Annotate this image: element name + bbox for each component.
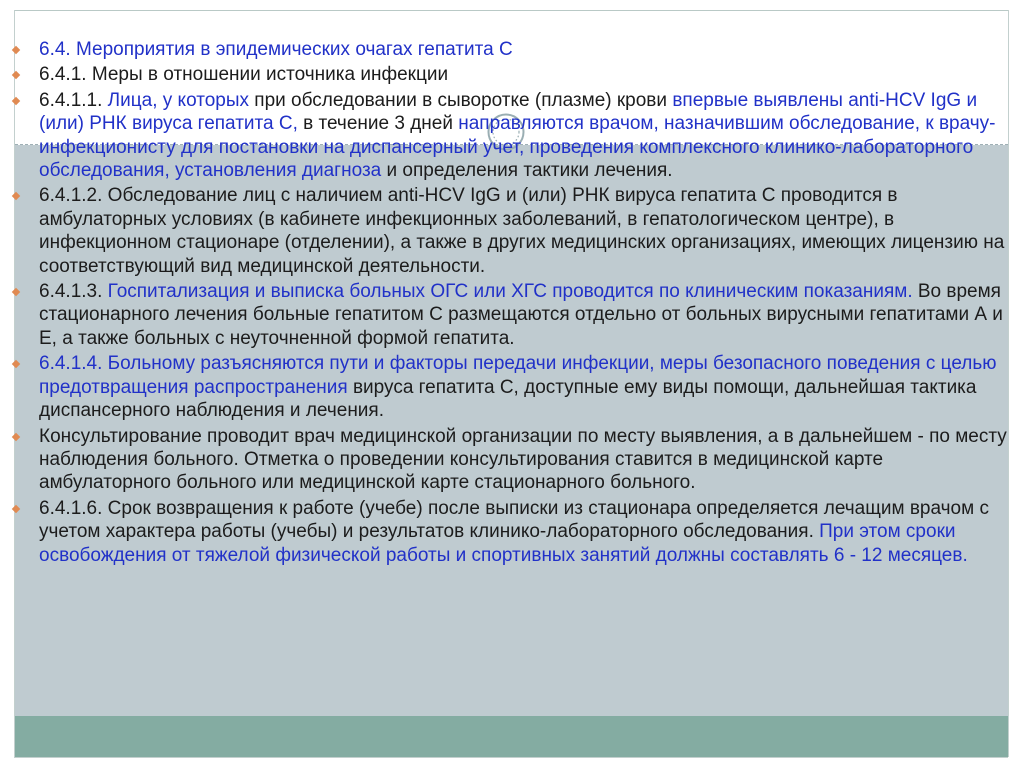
frame-bottom-border <box>14 757 1008 758</box>
highlighted-text: Госпитализация и выписка больных ОГС или ХГС проводится по клиническим показаниям. <box>107 281 913 303</box>
highlighted-text: впервые выявлены anti-HCV IgG и (или) РНК вируса гепатита С, <box>39 89 978 135</box>
footer-bar <box>15 716 1008 757</box>
bullet-item <box>0 89 1010 183</box>
bullet-diamond-icon <box>12 71 20 79</box>
highlighted-text: 6.4.1.4. Больному разъясняются пути и факторы передачи инфекции, меры безопасного поведения с целью предотвращения распространения <box>39 353 997 398</box>
bullet-diamond-icon <box>12 97 20 105</box>
bullet-item <box>0 280 1010 350</box>
body-text: и определения тактики лечения. <box>381 160 673 182</box>
body-text: при обследовании в сыворотке (плазме) крови <box>249 89 673 111</box>
body-text: в течение 3 дней <box>297 113 459 135</box>
slide-content <box>0 38 1010 569</box>
bullet-diamond-icon <box>12 288 20 296</box>
bullet-diamond-icon <box>12 46 20 54</box>
body-text: Консультирование проводит врач медицинской организации по месту выявления, а в дальнейшем - по месту наблюдения больного. Отметка о проведении консультирования ставится в медицинской карте амбулаторного больного или медицинской карте стационарного больного. <box>39 425 1007 494</box>
bullet-diamond-icon <box>12 504 20 512</box>
body-text: вируса гепатита С, доступные ему виды помощи, дальнейшая тактика диспансерного наблюдения и лечения. <box>39 376 977 422</box>
bullet-item <box>0 38 1010 61</box>
bullet-diamond-icon <box>12 360 20 368</box>
highlighted-text: Лица, у которых <box>107 89 249 111</box>
bullet-diamond-icon <box>12 432 20 440</box>
bullet-item <box>0 184 1010 278</box>
highlighted-text: При этом сроки освобождения от тяжелой физической работы и спортивных занятий должны составлять 6 - 12 месяцев. <box>39 521 968 566</box>
highlighted-text: направляются врачом, назначившим обследование, к врачу-инфекционисту для постановки на диспансерный учет, проведения комплексного клинико-лабораторного обследования, установления диагноза <box>39 113 996 182</box>
bullet-item <box>0 63 1010 86</box>
bullet-item <box>0 425 1010 495</box>
body-text: 6.4.1.6. Срок возвращения к работе (учебе) после выписки из стационара определяется лечащим врачом с учетом характера работы (учебы) и результатов клинико-лабораторного обследования. <box>39 497 989 543</box>
frame-top-border <box>14 10 1008 11</box>
body-text: 6.4.1. Меры в отношении источника инфекции <box>39 64 449 86</box>
highlighted-text: 6.4. Мероприятия в эпидемических очагах гепатита С <box>39 39 513 60</box>
body-text: 6.4.1.2. Обследование лиц с наличием anti-HCV IgG и (или) РНК вируса гепатита С проводится в амбулаторных условиях (в кабинете инфекционных заболеваний, в гепатологическом центре), в инфекционном стационаре (отделении), а также в других медицинских организациях, имеющих лицензию на соответствующий вид медицинской деятельности. <box>39 185 1005 277</box>
body-text: Во время стационарного лечения больные гепатитом С размещаются отдельно от больных вирусными гепатитами А и Е, а также больных с неуточненной формой гепатита. <box>39 281 1003 349</box>
bullet-diamond-icon <box>12 192 20 200</box>
body-text: 6.4.1.1. <box>39 89 108 111</box>
bullet-item <box>0 497 1010 567</box>
bullet-item <box>0 352 1010 422</box>
body-text: 6.4.1.3. <box>39 281 108 303</box>
